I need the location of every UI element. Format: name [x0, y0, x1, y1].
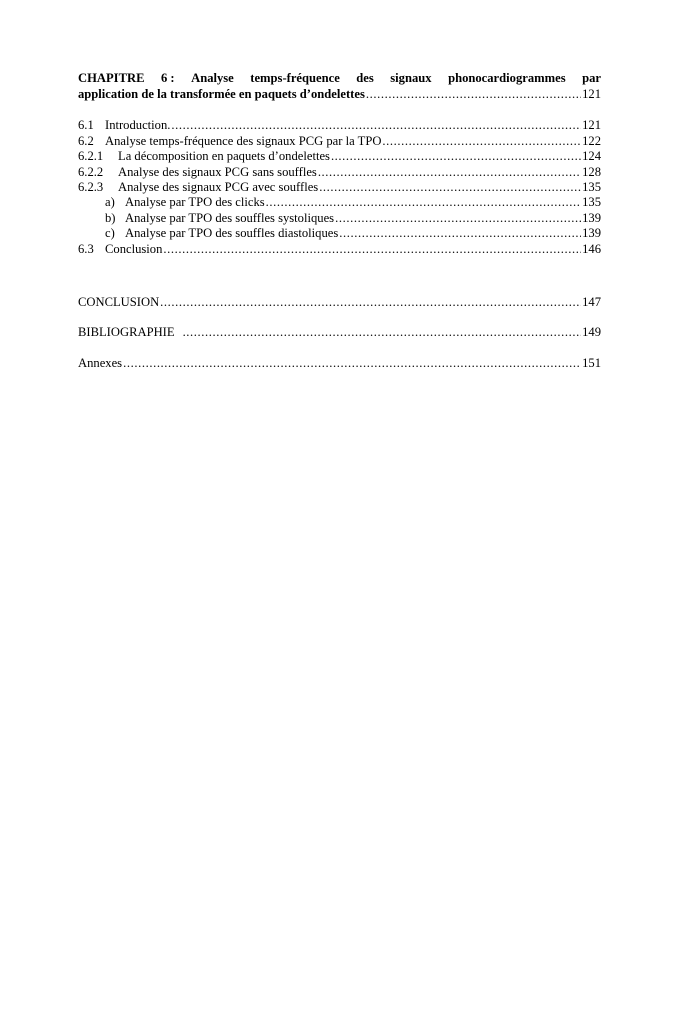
section-number: 6.2	[78, 133, 94, 148]
page-number: 139	[582, 226, 601, 241]
section-title: Analyse des signaux PCG sans souffles	[118, 164, 317, 179]
section-title: Analyse des signaux PCG avec souffles	[118, 180, 319, 195]
dot-leader	[366, 87, 581, 102]
back-matter-title: BIBLIOGRAPHIE	[78, 325, 175, 340]
dot-leader	[319, 180, 581, 195]
section-number: 6.2.2	[78, 164, 104, 179]
page-number: 135	[582, 180, 601, 195]
section-title: Analyse par TPO des souffles systoliques	[125, 210, 335, 225]
dot-leader	[160, 295, 581, 310]
dot-leader	[266, 195, 581, 210]
section-title: Introduction.	[105, 118, 171, 133]
toc-entry[interactable]	[78, 118, 601, 133]
chapter-word: 6 :	[160, 71, 175, 85]
page-number: 121	[582, 118, 601, 133]
section-number: 6.2.1	[78, 149, 104, 164]
toc-entry[interactable]	[78, 242, 601, 257]
page-number: 149	[582, 325, 601, 340]
chapter-title: application de la transformée en paquets d’ondelettes	[78, 87, 365, 101]
dot-leader	[331, 149, 581, 164]
table-of-contents	[78, 70, 601, 371]
page-number: 146	[582, 241, 601, 256]
toc-entry[interactable]	[78, 134, 601, 149]
page-number: 139	[582, 210, 601, 225]
dot-leader	[339, 226, 581, 241]
page-number: 121	[582, 87, 601, 101]
dot-leader	[183, 325, 582, 340]
section-title: Analyse temps-fréquence des signaux PCG par la TPO	[105, 133, 382, 148]
subsection-marker: b)	[105, 210, 116, 225]
chapter-heading-line-2	[78, 87, 601, 102]
chapter-word: signaux	[390, 71, 432, 85]
toc-entry[interactable]	[78, 226, 601, 241]
section-number: 6.3	[78, 241, 94, 256]
toc-entry-conclusion[interactable]	[78, 295, 601, 310]
chapter-word: Analyse	[191, 71, 234, 85]
chapter-word: des	[356, 71, 374, 85]
page-number: 135	[582, 195, 601, 210]
toc-entry[interactable]	[78, 165, 601, 180]
chapter-heading-line-1	[78, 70, 601, 87]
page-number: 147	[582, 295, 601, 310]
chapter-word: temps-fréquence	[250, 71, 340, 85]
page-number: 122	[582, 133, 601, 148]
page-number: 128	[582, 164, 601, 179]
toc-entry[interactable]	[78, 211, 601, 226]
section-title: La décomposition en paquets d’ondelettes	[118, 149, 330, 164]
toc-entry[interactable]	[78, 149, 601, 164]
section-title: Analyse par TPO des souffles diastoliques	[125, 226, 339, 241]
section-number: 6.1	[78, 118, 94, 133]
back-matter-title: Annexes	[78, 355, 123, 370]
dot-leader	[335, 211, 581, 226]
chapter-heading	[78, 70, 601, 102]
subsection-marker: a)	[105, 195, 115, 210]
back-matter-title: CONCLUSION	[78, 295, 160, 310]
toc-entry-bibliography[interactable]	[78, 325, 601, 340]
dot-leader	[123, 356, 581, 371]
chapter-word: phonocardiogrammes	[448, 71, 566, 85]
page-number: 151	[582, 355, 601, 370]
toc-entry[interactable]	[78, 180, 601, 195]
dot-leader	[163, 242, 581, 257]
toc-entry[interactable]	[78, 195, 601, 210]
toc-entry-annexes[interactable]	[78, 356, 601, 371]
section-number: 6.2.3	[78, 180, 104, 195]
section-title: Analyse par TPO des clicks	[125, 195, 265, 210]
dot-leader	[171, 118, 581, 133]
page-number: 124	[582, 149, 601, 164]
subsection-marker: c)	[105, 226, 115, 241]
chapter-word: CHAPITRE	[78, 71, 145, 85]
dot-leader	[382, 134, 581, 149]
dot-leader	[318, 165, 581, 180]
chapter-word: par	[582, 71, 601, 85]
section-title: Conclusion	[105, 241, 163, 256]
